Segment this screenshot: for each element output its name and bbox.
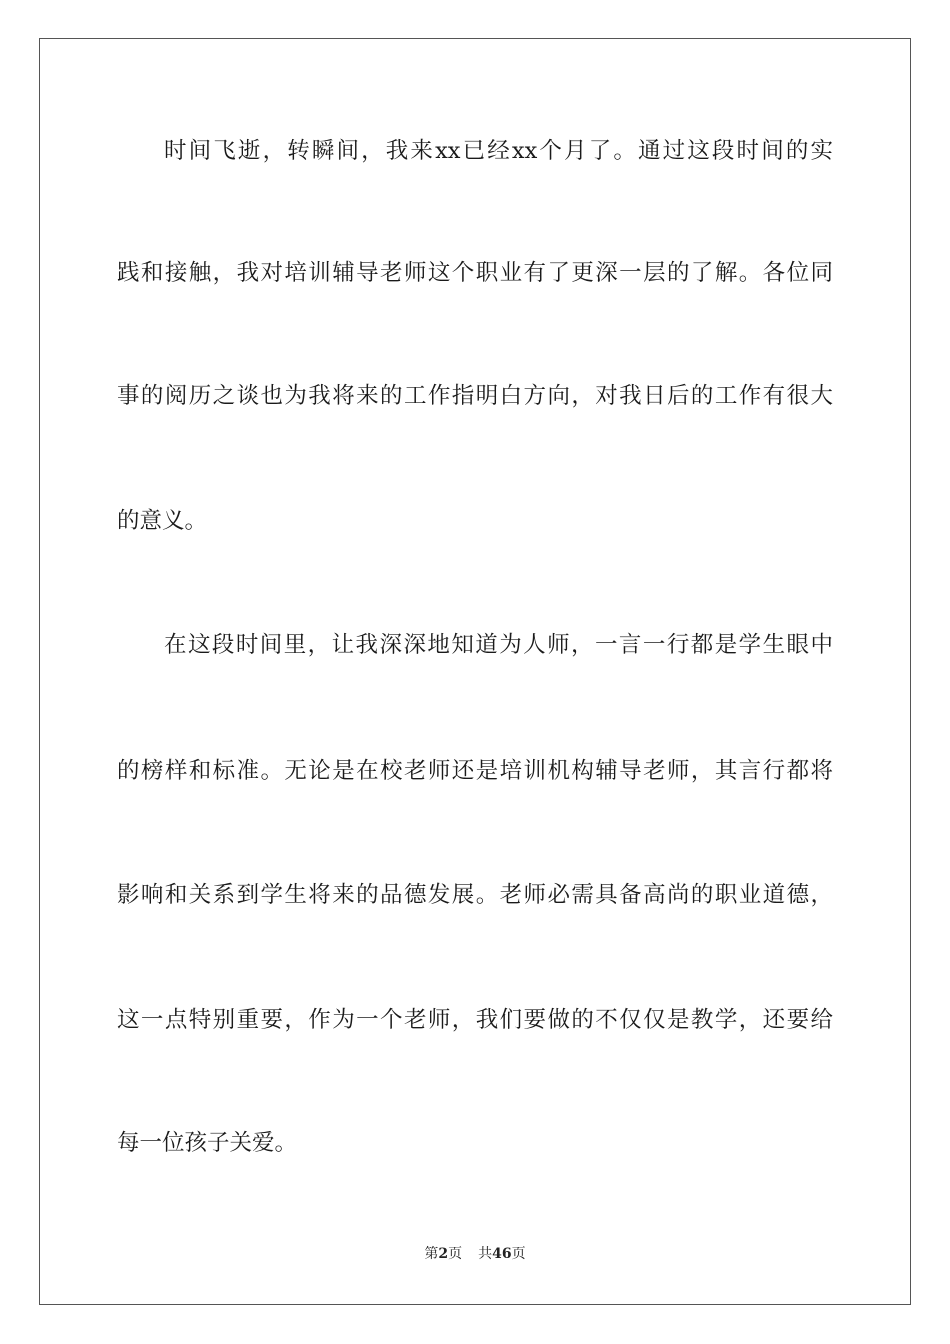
page-number-prefix: 第 — [424, 1246, 439, 1262]
paragraph-2-line-4: 这一点特别重要，作为一个老师，我们要做的不仅仅是教学，还要给 — [117, 1007, 833, 1033]
page-number-suffix: 页 — [448, 1246, 463, 1262]
paragraph-1-line-3: 事的阅历之谈也为我将来的工作指明白方向，对我日后的工作有很大 — [117, 383, 833, 409]
page-number: 2 — [438, 1246, 449, 1262]
paragraph-1-line-4: 的意义。 — [117, 508, 208, 534]
paragraph-2-line-1: 在这段时间里，让我深深地知道为人师，一言一行都是学生眼中 — [164, 632, 833, 658]
page-frame — [39, 38, 911, 1305]
paragraph-1-line-1: 时间飞逝，转瞬间，我来xx已经xx个月了。通过这段时间的实 — [164, 138, 833, 164]
total-pages-suffix: 页 — [511, 1246, 526, 1262]
page-footer — [0, 1245, 950, 1263]
paragraph-2-line-2: 的榜样和标准。无论是在校老师还是培训机构辅导老师，其言行都将 — [117, 758, 833, 784]
total-pages-prefix: 共 — [478, 1246, 493, 1262]
paragraph-2-line-5: 每一位孩子关爱。 — [117, 1130, 298, 1156]
paragraph-2-line-3: 影响和关系到学生将来的品德发展。老师必需具备高尚的职业道德， — [117, 882, 833, 908]
paragraph-1-line-2: 践和接触，我对培训辅导老师这个职业有了更深一层的了解。各位同 — [117, 260, 833, 286]
total-pages: 46 — [492, 1246, 512, 1262]
